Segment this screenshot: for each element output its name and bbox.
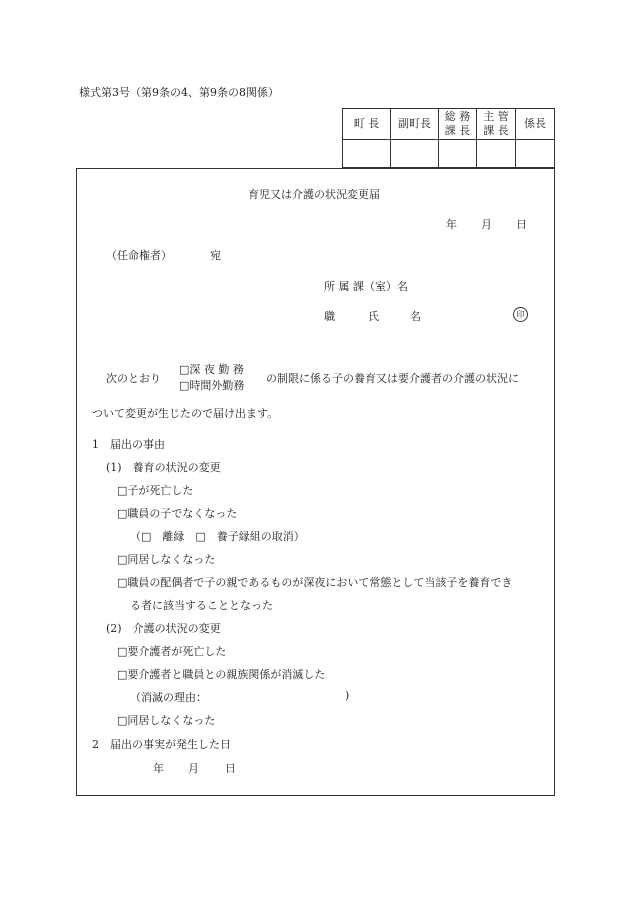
relation-ended-reason-close: ) [345, 689, 350, 702]
approval-stamp-cell[interactable] [343, 140, 391, 168]
date-day-label: 日 [516, 218, 527, 231]
intro-prefix: 次のとおり [106, 372, 161, 385]
occurrence-year-label: 年 [153, 762, 164, 775]
occurrence-day-label: 日 [225, 762, 236, 775]
approval-header-deputy-mayor: 副町長 [391, 109, 439, 140]
reason-relation-ended[interactable]: □要介護者と職員との親族関係が消滅した [117, 668, 326, 681]
seal-mark: 印 [513, 307, 528, 322]
name-label: 氏 [368, 310, 379, 323]
approval-header-section-chief: 係長 [516, 109, 555, 140]
name-label-2: 名 [410, 310, 421, 323]
approval-stamp-table [342, 108, 555, 168]
position-label: 職 [324, 310, 335, 323]
reason-child-died[interactable]: □子が死亡した [117, 484, 194, 497]
section1-sub1-heading: (1) 養育の状況の変更 [106, 461, 221, 474]
reason-not-cohabiting-care[interactable]: □同居しなくなった [117, 714, 216, 727]
seal-icon [513, 307, 528, 322]
reason-no-longer-child[interactable]: □職員の子でなくなった [117, 507, 238, 520]
reason-care-recipient-died[interactable]: □要介護者が死亡した [117, 645, 227, 658]
date-year-label: 年 [446, 218, 457, 231]
reason-not-cohabiting-child[interactable]: □同居しなくなった [117, 553, 216, 566]
addressee-label: （任命権者） [106, 249, 172, 262]
date-month-label: 月 [481, 218, 492, 231]
form-number: 様式第3号（第9条の4、第9条の8関係） [79, 86, 279, 99]
reason-spouse-can-care[interactable]: □職員の配偶者で子の親であるものが深夜において常態として当該子を養育でき [117, 576, 513, 589]
approval-stamp-cell[interactable] [477, 140, 516, 168]
approval-header-responsible-chief: 主 管 課 長 [477, 109, 516, 140]
approval-stamp-cell[interactable] [391, 140, 439, 168]
section1-heading: 1 届出の事由 [92, 438, 165, 451]
approval-stamp-cell[interactable] [439, 140, 477, 168]
reason-adoption-detail[interactable]: （□ 離縁 □ 養子縁組の取消） [130, 530, 305, 543]
reason-spouse-can-care-cont: る者に該当することとなった [130, 599, 273, 612]
approval-header-general-affairs-chief: 総 務 課 長 [439, 109, 477, 140]
approval-header-mayor: 町 長 [343, 109, 391, 140]
section1-sub2-heading: (2) 介護の状況の変更 [106, 622, 221, 635]
department-label: 所 属 課（室）名 [324, 280, 408, 293]
section2-heading: 2 届出の事実が発生した日 [92, 738, 231, 751]
relation-ended-reason-label: （消滅の理由： [130, 691, 207, 704]
intro-line2: ついて変更が生じたので届け出ます。 [92, 407, 279, 420]
approval-stamp-cell[interactable] [516, 140, 555, 168]
work-type-options [179, 362, 244, 394]
intro-suffix: の制限に係る子の養育又は要介護者の介護の状況に [266, 372, 519, 385]
addressee-suffix: 宛 [210, 249, 221, 262]
form-title: 育児又は介護の状況変更届 [248, 188, 380, 201]
option-overtime-work[interactable]: □時間外勤務 [179, 379, 245, 392]
option-night-work[interactable]: □深 夜 勤 務 [179, 363, 244, 376]
occurrence-month-label: 月 [188, 762, 199, 775]
